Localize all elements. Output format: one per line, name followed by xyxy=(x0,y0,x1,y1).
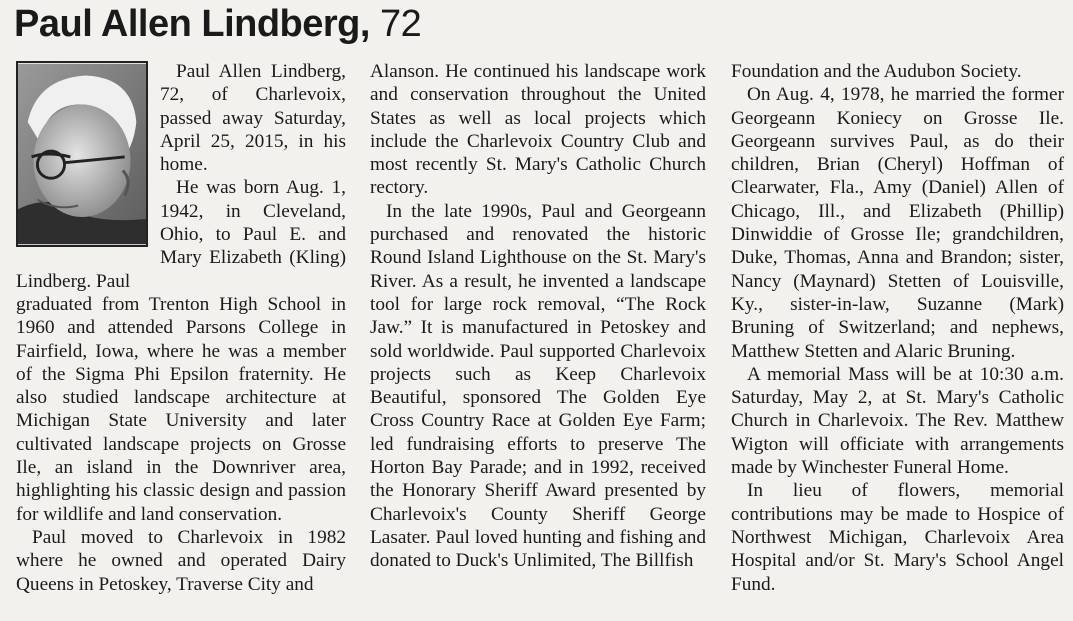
column-3 xyxy=(731,60,1064,596)
column-2 xyxy=(370,60,706,573)
obituary-paragraph: On Aug. 4, 1978, he married the former Georgeann Koniecy on Grosse Ile. Georgeann survives Paul, as do their children, Brian (Cheryl) Hoffman of Clearwater, Fla., Amy (Daniel) Allen of Chicago, Ill., and Elizabeth (Phillip) Dinwiddie of Grosse Ile; grandchildren, Duke, Thomas, Anna and Brandon; sister, Nancy (Maynard) Stetten of Louisville, Ky., sister-in-law, Suzanne (Mark) Bruning of Switzerland; and nephews, Matthew Stetten and Alaric Bruning. xyxy=(731,84,1064,362)
portrait-photo-icon xyxy=(18,63,146,245)
headline-age: 72 xyxy=(380,3,422,45)
obituary-paragraph: Paul Allen Lindberg, 72, of Charlevoix, passed away Saturday, April 25, 2015, in his home. xyxy=(160,61,346,176)
obituary-paragraph: A memorial Mass will be at 10:30 a.m. Saturday, May 2, at St. Mary's Catholic Church in Charlevoix. The Rev. Matthew Wigton will officiate with arrangements made by Winchester Funeral Home. xyxy=(731,363,1064,479)
headline-name: Paul Allen Lindberg, xyxy=(14,3,370,45)
column-1 xyxy=(16,60,346,596)
obituary-paragraph: Paul moved to Charlevoix in 1982 where he owned and operated Dairy Queens in Petoskey, Traverse City and xyxy=(16,526,346,595)
obituary-paragraph: graduated from Trenton High School in 1960 and attended Parsons College in Fairfield, Iowa, where he was a member of the Sigma Phi Epsilon fraternity. He also studied landscape architecture at Michigan State University and later cultivated landscape projects on Grosse Ile, an island in the Downriver area, highlighting his classic design and passion for wildlife and land conservation. xyxy=(16,293,346,525)
obituary-headline xyxy=(14,2,421,46)
obituary-paragraph: In lieu of flowers, memorial contributions may be made to Hospice of Northwest Michigan, Charlevoix Area Hospital and/or St. Mary's School Angel Fund. xyxy=(731,480,1064,595)
portrait-photo xyxy=(16,61,148,247)
obituary-paragraph: He was born Aug. 1, 1942, in Cleveland, Ohio, to Paul E. and Mary Elizabeth (Kling) Lindberg. Paul xyxy=(16,177,346,292)
obituary-paragraph: Alanson. He continued his landscape work and conservation throughout the United States as well as local projects which include the Charlevoix Country Club and most recently St. Mary's Catholic Church rectory. xyxy=(370,61,706,199)
obituary-paragraph: Foundation and the Audubon Society. xyxy=(731,61,1022,82)
obituary-paragraph: In the late 1990s, Paul and Georgeann purchased and renovated the historic Round Island Lighthouse on the St. Mary's River. As a result, he invented a landscape tool for large rock removal, “The Rock Jaw.” It is manufactured in Petoskey and sold worldwide. Paul supported Charlevoix projects such as Keep Charlevoix Beautiful, sponsored The Golden Eye Cross Country Race at Golden Eye Farm; led fundraising efforts to preserve The Horton Bay Parade; and in 1992, received the Honorary Sheriff Award presented by Charlevoix's County Sheriff George Lasater. Paul loved hunting and fishing and donated to Duck's Unlimited, The Billfish xyxy=(370,200,706,572)
